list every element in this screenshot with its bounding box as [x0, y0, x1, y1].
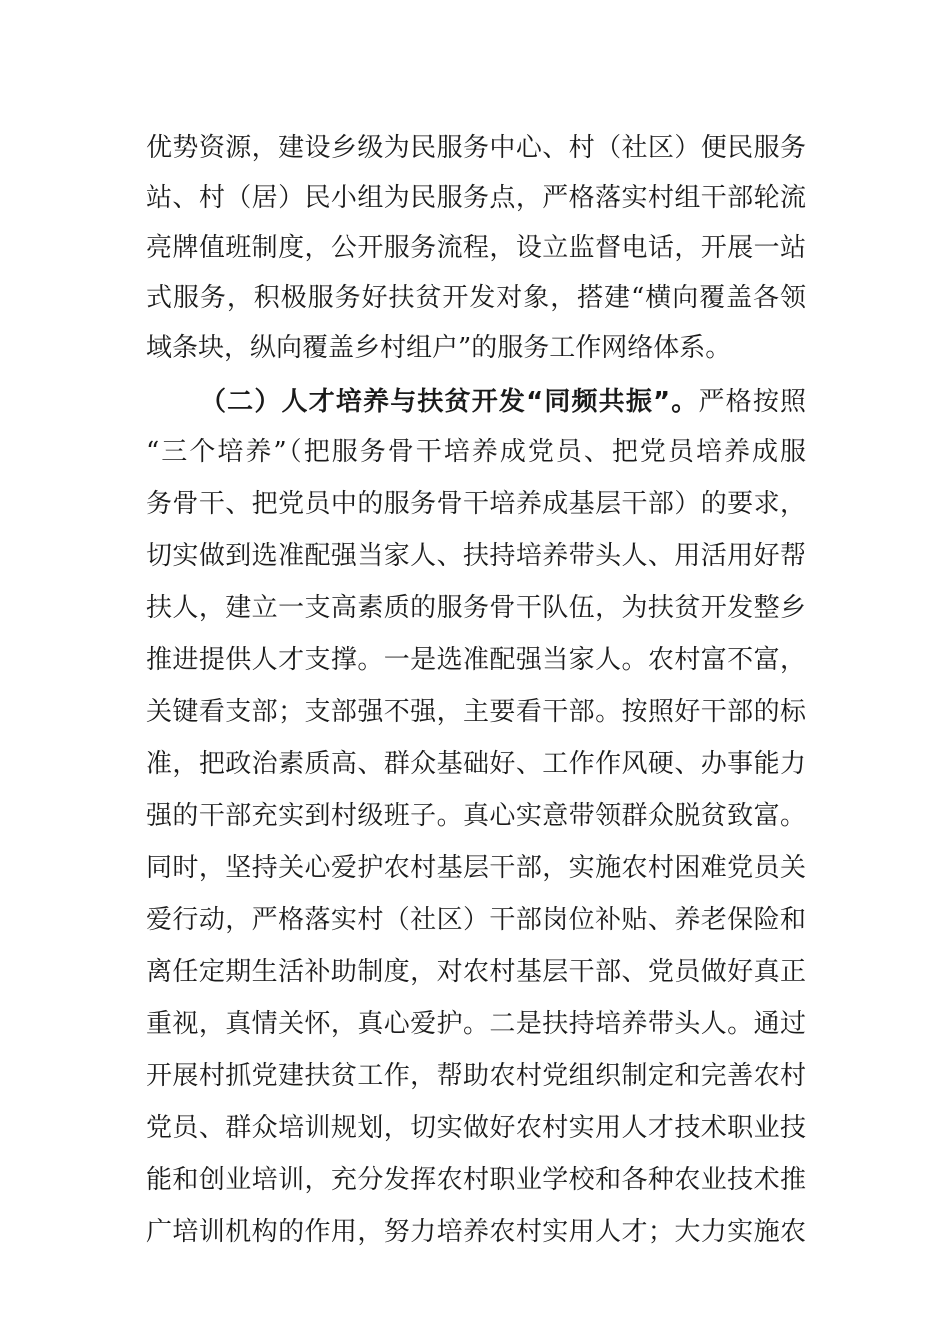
paragraph-line: 强的干部充实到村级班子。真心实意带领群众脱贫致富。 [146, 801, 806, 831]
heading-line-rest: 严格按照 [698, 387, 806, 417]
paragraph-line: 党员、群众培训规划，切实做好农村实用人才技术职业技 [146, 1113, 806, 1143]
paragraph-line: 重视，真情关怀，真心爱护。二是扶持培养带头人。通过 [146, 1009, 806, 1039]
paragraph-line: 扶人，建立一支高素质的服务骨干队伍，为扶贫开发整乡 [146, 593, 806, 623]
paragraph-line: 亮牌值班制度，公开服务流程，设立监督电话，开展一站 [146, 233, 806, 263]
paragraph-line: 域条块，纵向覆盖乡村组户”的服务工作网络体系。 [146, 333, 732, 363]
section-heading: （二）人才培养与扶贫开发“同频共振”。 [200, 387, 699, 417]
paragraph-line: 关键看支部；支部强不强，主要看干部。按照好干部的标 [146, 697, 806, 727]
paragraph-line: “三个培养”（把服务骨干培养成党员、把党员培养成服 [146, 437, 806, 467]
paragraph-line: 推进提供人才支撑。一是选准配强当家人。农村富不富， [146, 645, 806, 675]
paragraph-line: 爱行动，严格落实村（社区）干部岗位补贴、养老保险和 [146, 905, 806, 935]
paragraph-line: 同时，坚持关心爱护农村基层干部，实施农村困难党员关 [146, 853, 806, 883]
paragraph-line: 切实做到选准配强当家人、扶持培养带头人、用活用好帮 [146, 541, 806, 571]
paragraph-line: 站、村（居）民小组为民服务点，严格落实村组干部轮流 [146, 183, 806, 213]
paragraph-line: 广培训机构的作用，努力培养农村实用人才；大力实施农 [146, 1217, 806, 1247]
paragraph-line: 优势资源，建设乡级为民服务中心、村（社区）便民服务 [146, 133, 806, 163]
paragraph-line: 务骨干、把党员中的服务骨干培养成基层干部）的要求， [146, 489, 806, 519]
paragraph-line: 离任定期生活补助制度，对农村基层干部、党员做好真正 [146, 957, 806, 987]
section-heading-line [200, 382, 806, 422]
paragraph-line: 式服务，积极服务好扶贫开发对象，搭建“横向覆盖各领 [146, 283, 806, 313]
paragraph-line: 开展村抓党建扶贫工作，帮助农村党组织制定和完善农村 [146, 1061, 806, 1091]
paragraph-line: 准，把政治素质高、群众基础好、工作作风硬、办事能力 [146, 749, 806, 779]
paragraph-line: 能和创业培训，充分发挥农村职业学校和各种农业技术推 [146, 1165, 806, 1195]
